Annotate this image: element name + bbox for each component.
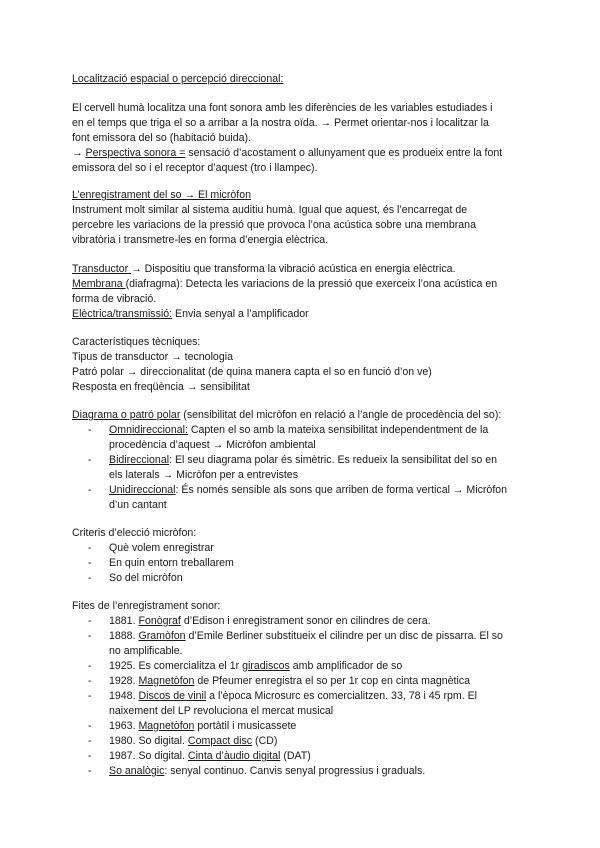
list-item	[72, 629, 532, 659]
fita-text: a l’època Microsurc es comercialitzen. 33, 78 i 45 rpm. El	[206, 690, 478, 702]
uni-text-cont: d’un cantant	[109, 499, 167, 511]
fita-text: amb amplificador de so	[289, 660, 403, 672]
list-item	[72, 674, 532, 689]
list-item: - Què volem enregistrar	[72, 541, 532, 556]
list-item	[72, 483, 532, 513]
caracteristiques-line: Tipus de transductor → tecnologia	[72, 351, 233, 363]
uni-term: Unidireccional	[109, 484, 176, 496]
list-item: - So del micròfon	[72, 571, 532, 586]
fita-text: (DAT)	[280, 750, 311, 762]
bi-text-cont: els laterals → Micròfon per a entrevistes	[109, 469, 298, 481]
caracteristiques-section	[72, 335, 532, 395]
transductor-line	[72, 262, 532, 277]
perspectiva-line-cont: emissora del so i el receptor d’aquest (tro i llampec).	[72, 162, 318, 174]
membrana-line	[72, 277, 532, 292]
fita-term: Gramòfon	[138, 630, 186, 642]
fita-year: 1963.	[109, 720, 139, 732]
diagrama-section	[72, 408, 532, 513]
electrica-line	[72, 307, 532, 322]
title-text: Localització espacial o percepció direccional:	[72, 73, 284, 85]
caracteristiques-heading: Característiques tècniques:	[72, 336, 201, 348]
diagrama-term: Diagrama o patró polar	[72, 409, 181, 421]
fita-term: Discos de vinil	[138, 690, 207, 702]
intro-paragraph	[72, 101, 532, 176]
fita-year: 1987. So digital.	[109, 750, 188, 762]
section-title	[72, 72, 532, 87]
perspectiva-text: sensació d’acostament o allunyament que es produeix entre la font	[185, 147, 503, 159]
diagrama-heading	[72, 408, 532, 423]
fita-year: 1948.	[109, 690, 139, 702]
enregistrament-line: percebre les variacions de la pressió que provoca l’ona acústica sobre una membrana	[72, 219, 476, 231]
fita-term: Compact disc	[187, 735, 253, 747]
membrana-mid: (diafragma)	[125, 278, 180, 290]
fita-year: 1888.	[109, 630, 139, 642]
membrana-text: : Detecta les variacions de la pressió que exerceix l’ona acústica en	[179, 278, 498, 290]
fita-text-cont: no amplificable.	[109, 645, 183, 657]
intro-line: font emissora del so (habitació buida).	[72, 132, 252, 144]
criteris-heading: Criteris d’elecció micròfon:	[72, 527, 197, 539]
fita-year: 1881.	[109, 615, 139, 627]
transductor-text: → Dispositiu que transforma la vibració acústica en energia elèctrica.	[131, 263, 456, 275]
fita-text: d’Emile Berliner substitueix el cilindre per un disc de pissarra. El so	[185, 630, 503, 642]
diagrama-text: (sensibilitat del micròfon en relació a l’angle de procedència del so):	[180, 409, 502, 421]
fita-text: : senyal continuo. Canvis senyal progressius i graduals.	[164, 765, 426, 777]
list-item	[72, 659, 532, 674]
perspectiva-line	[72, 146, 532, 161]
fita-year: 1980. So digital.	[109, 735, 188, 747]
fita-term: So analògic	[109, 765, 165, 777]
caracteristiques-line: Resposta en freqüència → sensibilitat	[72, 381, 250, 393]
list-item	[72, 689, 532, 719]
fita-term: Magnetòfon	[138, 720, 195, 732]
enregistrament-line: vibratòria i transmetre-les en forma d’energia elèctrica.	[72, 234, 329, 246]
fites-list	[72, 614, 532, 779]
enregistrament-heading: L’enregistrament del so → El micròfon	[72, 189, 251, 201]
perspectiva-term: Perspectiva sonora =	[85, 147, 186, 159]
intro-line: en el temps que triga el so a arribar a la nostra oïda. → Permet orientar-nos i localitzar la	[72, 117, 489, 129]
fita-term: Fonògraf	[138, 615, 181, 627]
electrica-term: Elèctrica/transmissió:	[72, 308, 173, 320]
fita-term: giradiscos	[242, 660, 290, 672]
omni-text-cont: procedència d’aquest → Micròfon ambiental	[109, 439, 316, 451]
enregistrament-section	[72, 188, 532, 248]
transductor-term: Transductor	[72, 263, 132, 275]
diagrama-list	[72, 423, 532, 513]
parts-section	[72, 262, 532, 322]
list-item	[72, 734, 532, 749]
fita-term: Cinta d’àudio digital	[187, 750, 281, 762]
bi-term: Bidireccional	[109, 454, 170, 466]
list-item	[72, 423, 532, 453]
arrow-text: →	[72, 147, 86, 159]
list-item	[72, 453, 532, 483]
fita-term: Magnetòfon	[138, 675, 195, 687]
electrica-text: Envia senyal a l’amplificador	[172, 308, 309, 320]
intro-line: El cervell humà localitza una font sonora amb les diferències de les variables estudiades i	[72, 102, 493, 114]
fita-text: (CD)	[252, 735, 278, 747]
fita-text: portàtil i musicassete	[194, 720, 297, 732]
bi-text: : El seu diagrama polar és simètric. Es redueix la sensibilitat del so en	[169, 454, 498, 466]
caracteristiques-line: Patró polar → direccionalitat (de quina manera capta el so en funció d’on ve)	[72, 366, 432, 378]
list-item: - En quin entorn treballarem	[72, 556, 532, 571]
fita-year: 1925. Es comercialitza el 1r	[109, 660, 243, 672]
membrana-term: Membrana	[72, 278, 126, 290]
list-item	[72, 764, 532, 779]
criteris-section	[72, 526, 532, 586]
fita-text: d’Edison i enregistrament sonor en cilindres de cera.	[180, 615, 431, 627]
membrana-line-cont: forma de vibració.	[72, 293, 157, 305]
uni-text: : És només sensible als sons que arriben de forma vertical → Micròfon	[175, 484, 508, 496]
list-item	[72, 614, 532, 629]
enregistrament-line: Instrument molt similar al sistema auditiu humà. Igual que aquest, és l’encarregat de	[72, 204, 468, 216]
list-item	[72, 719, 532, 734]
omni-term: Omnidireccional:	[109, 424, 188, 436]
list-item	[72, 749, 532, 764]
fita-text-cont: naixement del LP revoluciona el mercat musical	[109, 705, 334, 717]
omni-text: Capten el so amb la mateixa sensibilitat independentment de la	[187, 424, 489, 436]
fita-year: 1928.	[109, 675, 139, 687]
criteris-list	[72, 541, 532, 586]
fites-heading: Fites de l’enregistrament sonor:	[72, 600, 221, 612]
fites-section	[72, 599, 532, 779]
fita-text: de Pfeumer enregistra el so per 1r cop en cinta magnètica	[194, 675, 471, 687]
